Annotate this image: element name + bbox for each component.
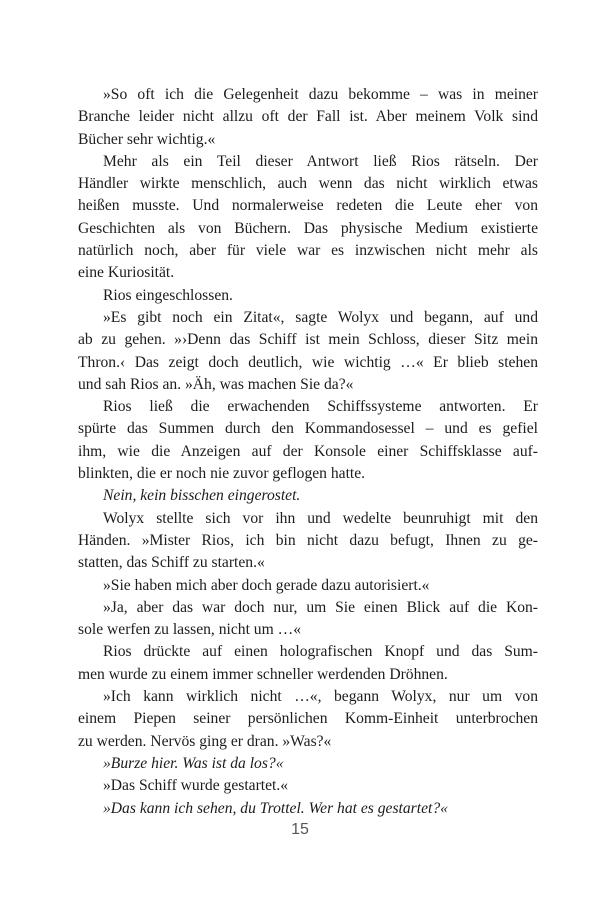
text-line: »Burze hier. Was ist da los?«	[103, 754, 284, 772]
text-line: »Sie haben mich aber doch gerade dazu autorisiert.«	[103, 576, 430, 594]
text-block	[78, 84, 538, 820]
text-line: ab zu gehen. »›Denn das Schiff ist mein Schloss, dieser Sitz mein	[78, 331, 538, 349]
text-line: »Das Schiff wurde gestartet.«	[103, 777, 289, 795]
text-line: zu werden. Nervös ging er dran. »Was?«	[78, 732, 332, 750]
text-line: »Es gibt noch ein Zitat«, sagte Wolyx und begann, auf und	[103, 308, 538, 326]
text-line: natürlich noch, aber für viele war es inzwischen nicht mehr als	[78, 242, 538, 260]
text-line: einem Piepen seiner persönlichen Komm-Einheit unterbrochen	[78, 710, 538, 728]
text-line: »So oft ich die Gelegenheit dazu bekomme – was in meiner	[103, 86, 538, 103]
text-line: Händler wirkte menschlich, auch wenn das nicht wirklich etwas	[78, 175, 538, 193]
text-line: Rios ließ die erwachenden Schiffssysteme antworten. Er	[103, 398, 538, 416]
page-number: 15	[291, 821, 309, 838]
text-line: Händen. »Mister Rios, ich bin nicht dazu befugt, Ihnen zu ge-	[78, 531, 538, 549]
text-line: und sah Rios an. »Äh, was machen Sie da?«	[78, 375, 354, 393]
text-line: Rios eingeschlossen.	[103, 286, 233, 304]
text-line: spürte das Summen durch den Kommandosessel – und es gefiel	[78, 420, 538, 438]
text-line: Rios drückte auf einen holografischen Knopf und das Sum-	[103, 643, 538, 661]
text-line: heißen musste. Und normalerweise redeten die Leute eher von	[78, 197, 538, 215]
text-line: men wurde zu einem immer schneller werdenden Dröhnen.	[78, 665, 448, 683]
text-line: Wolyx stellte sich vor ihn und wedelte beunruhigt mit den	[103, 509, 538, 527]
text-line: ihm, wie die Anzeigen auf der Konsole einer Schiffsklasse auf-	[78, 442, 538, 460]
text-line: Thron.‹ Das zeigt doch deutlich, wie wichtig …« Er blieb stehen	[78, 353, 538, 371]
text-line: Branche leider nicht allzu oft der Fall ist. Aber meinem Volk sind	[78, 108, 538, 126]
text-line: Mehr als ein Teil dieser Antwort ließ Rios rätseln. Der	[103, 152, 538, 170]
text-line: »Ja, aber das war doch nur, um Sie einen Blick auf die Kon-	[103, 598, 538, 616]
text-line: »Das kann ich sehen, du Trottel. Wer hat es gestartet?«	[103, 799, 448, 817]
text-line: Nein, kein bisschen eingerostet.	[103, 487, 301, 505]
text-line: blinkten, die er noch nie zuvor geflogen hatte.	[78, 465, 366, 483]
text-line: Bücher sehr wichtig.«	[78, 130, 216, 148]
text-line: statten, das Schiff zu starten.«	[78, 554, 265, 572]
text-line: Geschichten als von Büchern. Das physische Medium existierte	[78, 219, 538, 237]
text-line: sole werfen zu lassen, nicht um …«	[78, 621, 302, 639]
text-line: eine Kuriosität.	[78, 264, 175, 282]
text-line: »Ich kann wirklich nicht …«, begann Wolyx, nur um von	[103, 688, 538, 706]
